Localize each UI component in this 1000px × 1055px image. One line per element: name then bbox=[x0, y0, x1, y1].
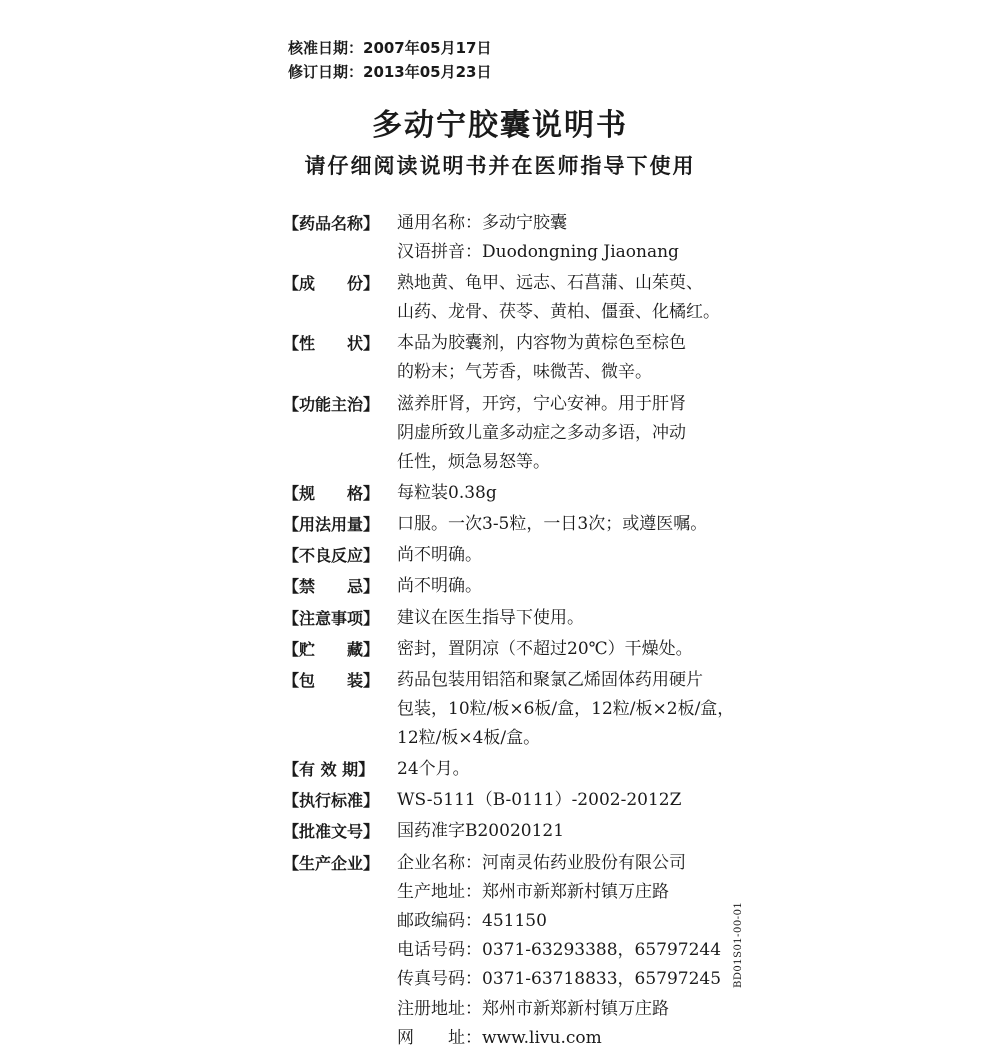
section-content bbox=[397, 755, 753, 784]
section-label: 【批准文号】 bbox=[283, 822, 380, 842]
section-ingredients bbox=[283, 269, 753, 327]
section-label: 【执行标准】 bbox=[283, 791, 380, 811]
section-contraindications bbox=[283, 572, 753, 601]
section-content bbox=[397, 786, 753, 815]
content-line: 阴虚所致儿童多动症之多动多语，冲动 bbox=[397, 422, 686, 443]
approval-dates bbox=[288, 36, 492, 84]
content-line: 口服。一次3-5粒，一日3次；或遵医嘱。 bbox=[397, 513, 708, 534]
revision-date: 修订日期：2013年05月23日 bbox=[288, 63, 492, 81]
section-drug-name bbox=[283, 209, 753, 267]
content-line: 24个月。 bbox=[397, 759, 470, 780]
content-line: 邮政编码：451150 bbox=[397, 911, 547, 932]
section-label: 【贮 藏】 bbox=[283, 639, 380, 659]
section-content bbox=[397, 604, 753, 633]
section-adverse-reactions bbox=[283, 541, 753, 570]
section-content bbox=[397, 510, 753, 539]
section-label: 【性 状】 bbox=[283, 334, 380, 354]
section-content bbox=[397, 849, 753, 1053]
section-label: 【生产企业】 bbox=[283, 853, 380, 873]
section-specification bbox=[283, 479, 753, 508]
content-line: 企业名称：河南灵佑药业股份有限公司 bbox=[397, 852, 686, 873]
website-line: 网 址：www.livu.com bbox=[397, 1027, 602, 1048]
section-manufacturer bbox=[283, 849, 753, 1053]
document-subtitle: 请仔细阅读说明书并在医师指导下使用 bbox=[304, 154, 696, 178]
content-line: 药品包装用铝箔和聚氯乙烯固体药用硬片 bbox=[397, 669, 703, 690]
content-line: 通用名称：多动宁胶囊 bbox=[397, 213, 567, 233]
section-label: 【包 装】 bbox=[283, 670, 380, 690]
content-line: 山药、龙骨、茯苓、黄柏、僵蚕、化橘红。 bbox=[397, 302, 720, 323]
content-line: 熟地黄、龟甲、远志、石菖蒲、山茱萸、 bbox=[397, 273, 703, 294]
content-line: 电话号码：0371-63293388，65797244 bbox=[397, 940, 722, 961]
content-line: 包装，10粒/板×6板/盒，12粒/板×2板/盒， bbox=[397, 698, 735, 719]
content-line: 任性，烦急易怒等。 bbox=[397, 451, 550, 472]
content-line: 生产地址：郑州市新郑新村镇万庄路 bbox=[397, 881, 669, 902]
section-content bbox=[397, 329, 753, 387]
section-label: 【用法用量】 bbox=[283, 514, 380, 534]
section-dosage bbox=[283, 510, 753, 539]
approval-date: 核准日期：2007年05月17日 bbox=[288, 39, 492, 57]
section-label: 【规 格】 bbox=[283, 483, 380, 503]
section-label: 【药品名称】 bbox=[283, 214, 380, 233]
section-label: 【禁 忌】 bbox=[283, 577, 380, 597]
section-description bbox=[283, 329, 753, 387]
content-line: 的粉末；气芳香，味微苦、微辛。 bbox=[397, 362, 652, 383]
section-indications bbox=[283, 390, 753, 477]
content-line: 滋养肝肾，开窍，宁心安神。用于肝肾 bbox=[397, 393, 686, 414]
section-shelf-life bbox=[283, 755, 753, 784]
content-line: 尚不明确。 bbox=[397, 545, 482, 566]
content-line: 密封，置阴凉（不超过20℃）干燥处。 bbox=[397, 638, 693, 659]
content-line: WS-5111（B-0111）-2002-2012Z bbox=[397, 790, 682, 811]
section-standard bbox=[283, 786, 753, 815]
section-label: 【成 份】 bbox=[283, 274, 380, 294]
document-title: 多动宁胶囊说明书 bbox=[372, 108, 628, 143]
section-content bbox=[397, 209, 753, 267]
content-line: 建议在医生指导下使用。 bbox=[397, 607, 584, 628]
section-packaging bbox=[283, 666, 753, 753]
content-line: 注册地址：郑州市新郑新村镇万庄路 bbox=[397, 998, 669, 1019]
content-line: 尚不明确。 bbox=[397, 576, 482, 597]
section-label: 【不良反应】 bbox=[283, 546, 380, 566]
section-label: 【功能主治】 bbox=[283, 394, 380, 414]
section-approval-number bbox=[283, 817, 753, 846]
section-content bbox=[397, 390, 753, 477]
section-content bbox=[397, 541, 753, 570]
label-sections bbox=[283, 209, 753, 1055]
section-label: 【注意事项】 bbox=[283, 608, 380, 628]
section-content bbox=[397, 479, 753, 508]
section-content bbox=[397, 817, 753, 846]
content-line: 每粒装0.38g bbox=[397, 482, 497, 503]
content-line: 本品为胶囊剂，内容物为黄棕色至棕色 bbox=[397, 333, 686, 354]
content-line: 传真号码：0371-63718833，65797245 bbox=[397, 969, 722, 990]
section-content bbox=[397, 572, 753, 601]
section-content bbox=[397, 269, 753, 327]
section-content bbox=[397, 666, 753, 753]
section-precautions bbox=[283, 604, 753, 633]
content-line: 国药准字B20020121 bbox=[397, 821, 565, 842]
section-content bbox=[397, 635, 753, 664]
document-code: BD01S01-00-01 bbox=[733, 901, 744, 988]
section-label: 【有 效 期】 bbox=[283, 760, 375, 780]
content-line: 汉语拼音：Duodongning Jiaonang bbox=[397, 242, 679, 262]
section-storage bbox=[283, 635, 753, 664]
content-line: 12粒/板×4板/盒。 bbox=[397, 727, 541, 748]
